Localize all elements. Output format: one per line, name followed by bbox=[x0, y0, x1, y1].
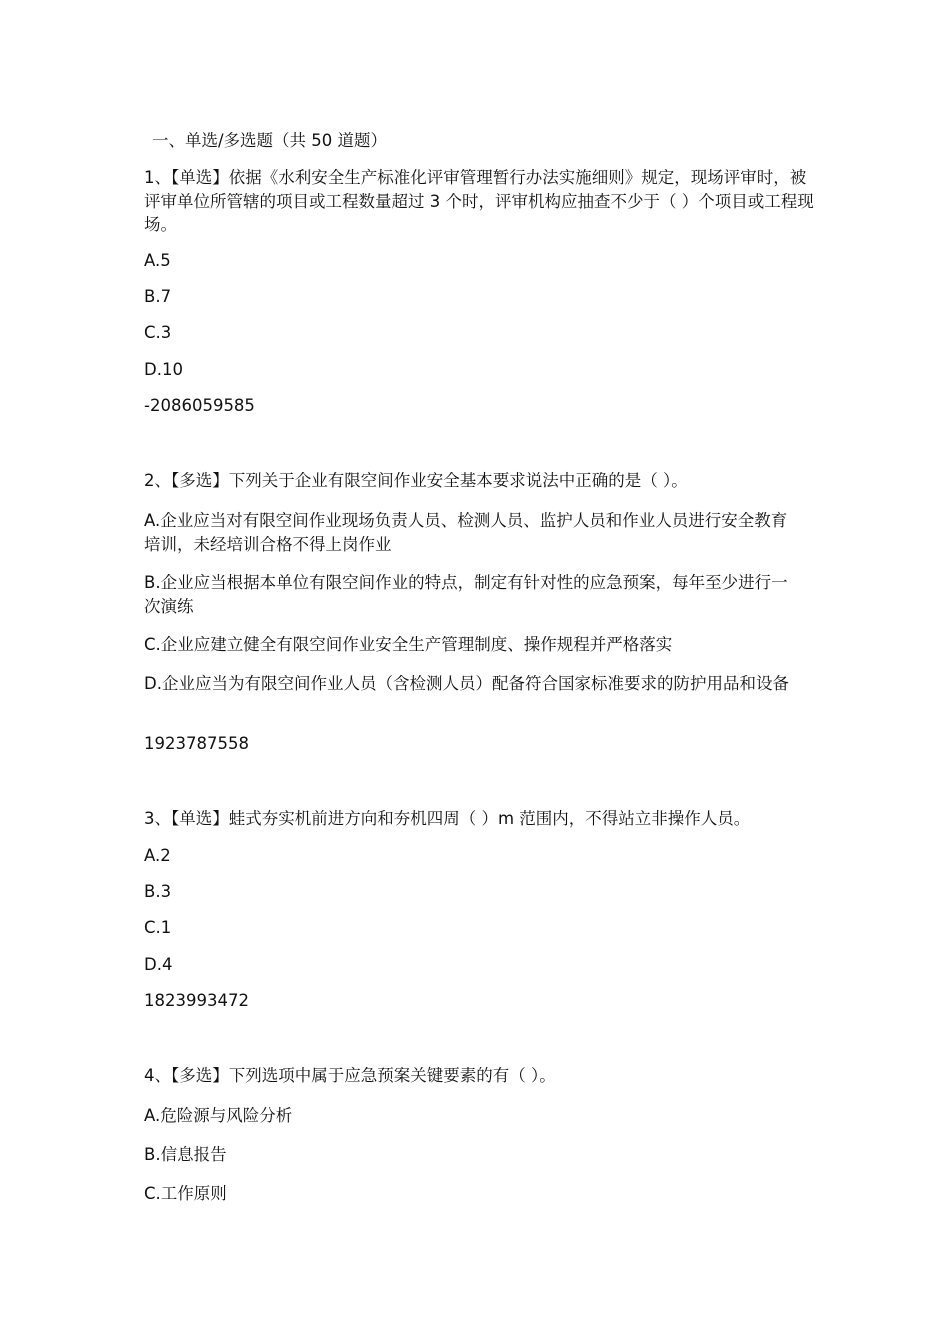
question-4-option-b: B.信息报告 bbox=[144, 1145, 227, 1164]
question-1-option-b: B.7 bbox=[144, 287, 172, 306]
question-3-code: 1823993472 bbox=[144, 991, 249, 1010]
question-3-option-c: C.1 bbox=[144, 918, 172, 937]
question-2-code: 1923787558 bbox=[144, 734, 249, 753]
question-4-option-c: C.工作原则 bbox=[144, 1184, 227, 1203]
question-1-option-d: D.10 bbox=[144, 360, 183, 379]
question-2-option-d: D.企业应当为有限空间作业人员（含检测人员）配备符合国家标准要求的防护用品和设备 bbox=[144, 674, 789, 693]
question-2-option-a: A.企业应当对有限空间作业现场负责人员、检测人员、监护人员和作业人员进行安全教育培训，未经培训合格不得上岗作业 bbox=[144, 511, 788, 554]
question-3-option-a: A.2 bbox=[144, 846, 171, 865]
question-2-option-b: B.企业应当根据本单位有限空间作业的特点，制定有针对性的应急预案，每年至少进行一次演练 bbox=[144, 573, 788, 616]
question-4-stem: 4、【多选】下列选项中属于应急预案关键要素的有（ ）。 bbox=[144, 1066, 556, 1085]
question-2-stem: 2、【多选】下列关于企业有限空间作业安全基本要求说法中正确的是（ ）。 bbox=[144, 471, 688, 490]
question-3-option-d: D.4 bbox=[144, 955, 173, 974]
question-4-option-a: A.危险源与风险分析 bbox=[144, 1106, 293, 1125]
question-3-option-b: B.3 bbox=[144, 882, 172, 901]
question-1-code: -2086059585 bbox=[144, 396, 255, 415]
question-1-stem: 1、【单选】依据《水利安全生产标准化评审管理暂行办法实施细则》规定，现场评审时，被评审单位所管辖的项目或工程数量超过 3 个时，评审机构应抽查不少于（ ）个项目或工程现场。 bbox=[144, 168, 814, 234]
question-1-option-c: C.3 bbox=[144, 323, 172, 342]
question-1-option-a: A.5 bbox=[144, 251, 171, 270]
question-3-stem: 3、【单选】蛙式夯实机前进方向和夯机四周（ ）m 范围内，不得站立非操作人员。 bbox=[144, 809, 751, 828]
question-2-option-c: C.企业应建立健全有限空间作业安全生产管理制度、操作规程并严格落实 bbox=[144, 635, 673, 654]
section-title: 一、单选/多选题（共 50 道题） bbox=[152, 131, 388, 150]
